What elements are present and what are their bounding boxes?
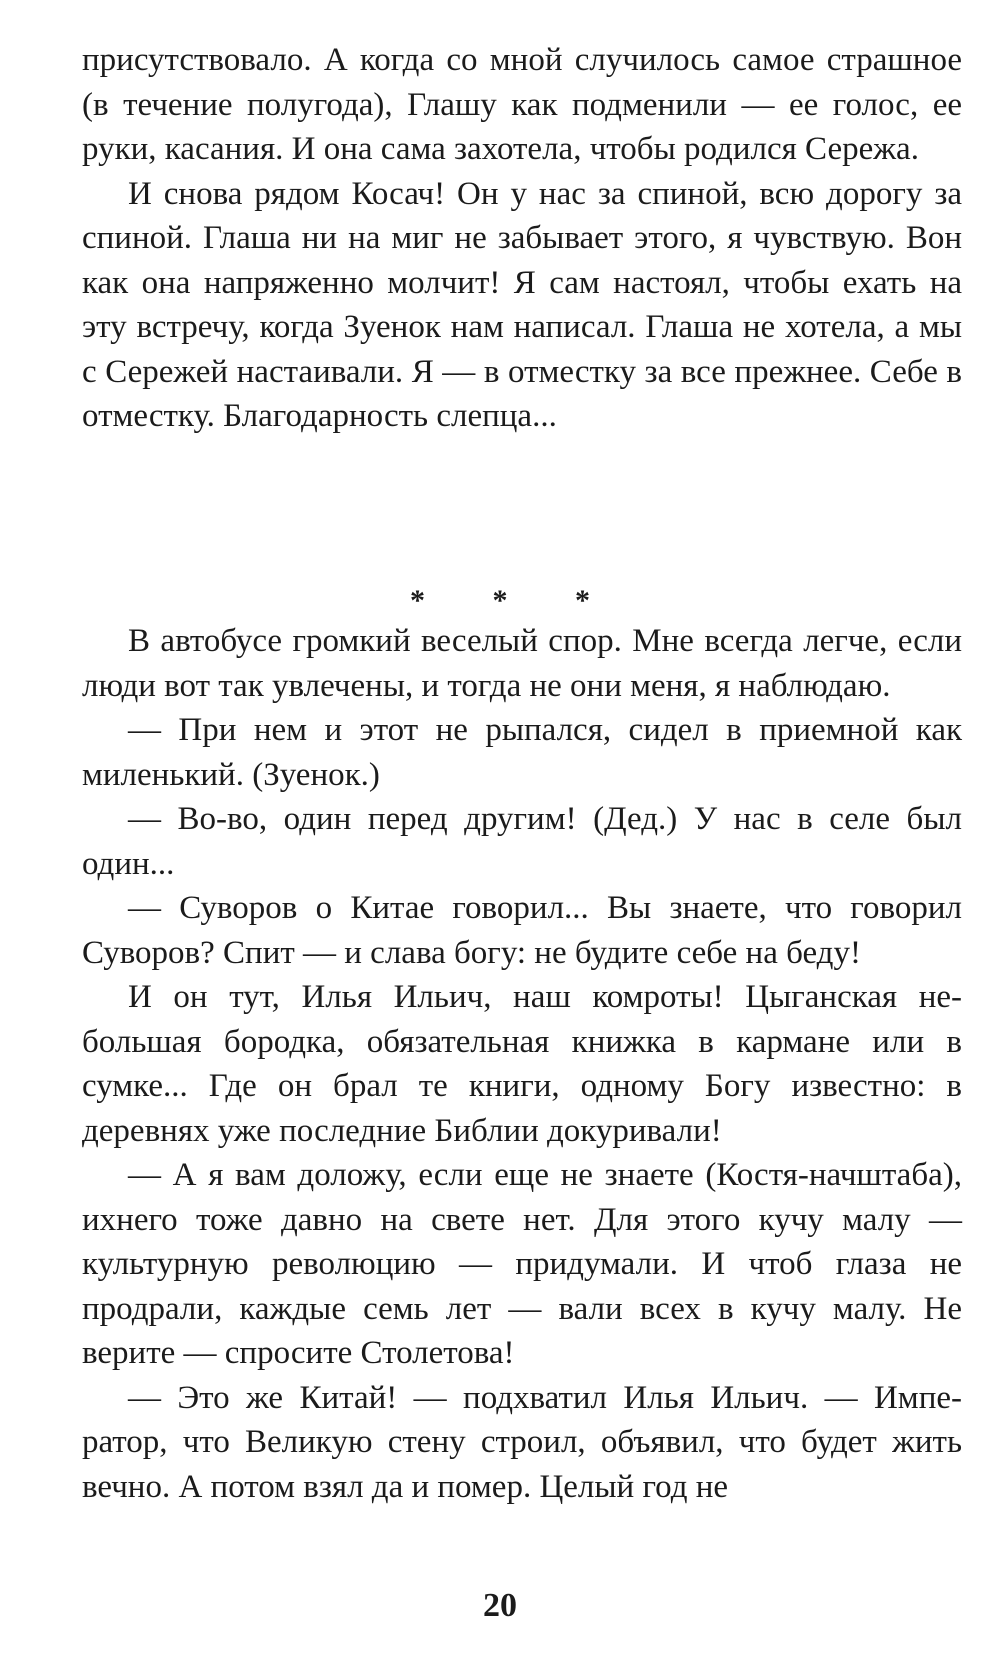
paragraph: присутствовало. А когда со мной случилось самое страшное (в течение полугода), Глашу как подменили — ее голос, ее руки, касания. И она сама захотела, чтобы родился Сережа.: [82, 42, 962, 167]
paragraph: — Суворов о Китае говорил... Вы знаете, что говорил Суворов? Спит — и слава богу: не будите себе на беду!: [82, 890, 962, 971]
paragraph: — При нем и этот не рыпался, сидел в приемной как миленький. (Зуенок.): [82, 712, 962, 793]
section-separator: * * *: [410, 584, 620, 617]
paragraph: В автобусе громкий веселый спор. Мне всегда легче, если люди вот так увлечены, и тогда не они меня, я наблюдаю.: [82, 623, 962, 704]
page-number: 20: [483, 1587, 517, 1624]
paragraph: — Это же Китай! — подхватил Илья Ильич. — Император, что Великую стену строил, объявил, что будет жить вечно. А потом взял да и помер. Целый год не: [82, 1379, 962, 1505]
paragraph: — Во-во, один перед другим! (Дед.) У нас в селе был один...: [82, 801, 962, 882]
paragraph: И он тут, Илья Ильич, наш комроты! Цыганская небольшая бородка, обязательная книжка в кармане или в сумке... Где он брал те книги, одному Богу известно: в деревнях уже последние Библии докуривали!: [82, 979, 962, 1149]
text-section-1: [82, 38, 962, 439]
text-section-2: [82, 619, 962, 1509]
paragraph: — А я вам доложу, если еще не знаете (Костя-начштаба), ихнего тоже давно на свете нет. Для этого кучу малу — культурную революцию — придумали. И чтоб глаза не продрали, каждые семь лет — вали всех в кучу малу. Не верите — спросите Столетова!: [82, 1157, 962, 1371]
paragraph: И снова рядом Косач! Он у нас за спиной, всю дорогу за спиной. Глаша ни на миг не забывает этого, я чувствую. Вон как она напряженно молчит! Я сам настоял, чтобы ехать на эту встречу, когда Зуенок нам написал. Глаша не хотела, а мы с Сережей настаивали. Я — в отместку за все прежнее. Себе в отместку. Благодарность слепца...: [82, 175, 962, 434]
